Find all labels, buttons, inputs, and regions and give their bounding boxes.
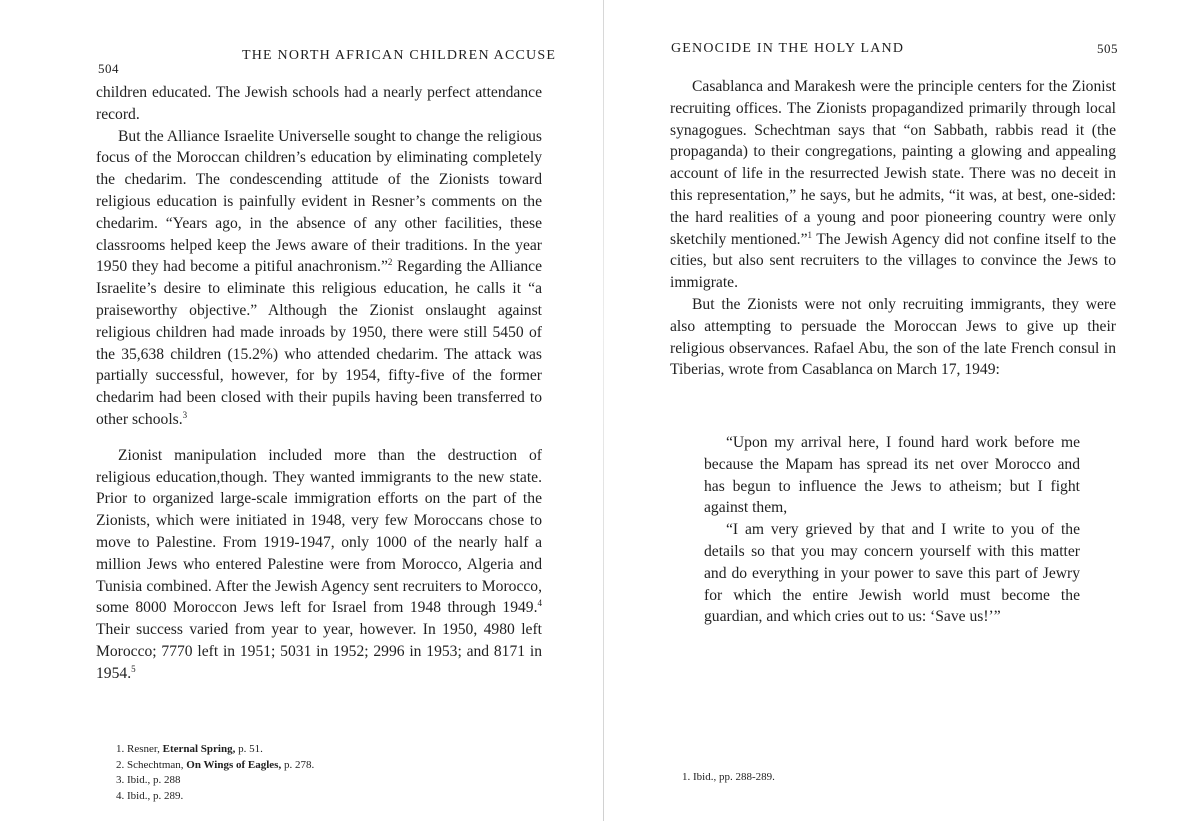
left-page bbox=[0, 0, 598, 821]
paragraph: Zionist manipulation included more than the destruction of religious education,though. They wanted immigrants to the new state. Prior to organized large-scale immigration efforts on the part of the Zionists, which were initiated in 1948, very few Moroccans chose to move to Palestine. From 1919-1947, only 1000 of the nearly half a million Jews who entered Palestine were from Morocco, Algeria and Tunisia combined. After the Jewish Agency sent recruiters to Morocco, some 8000 Moroccon Jews left for Israel from 1948 through 1949.$^4$ Their success varied from year to year, however. In 1950, 4980 left Morocco; 7770 left in 1951; 5031 in 1952; 2996 in 1953; and 8171 in 1954.$^5$ bbox=[96, 446, 542, 682]
footnote: 4. Ibid., p. 289. bbox=[116, 789, 184, 802]
right-page bbox=[612, 0, 1198, 821]
left-body bbox=[96, 82, 542, 685]
page-number: 505 bbox=[1097, 41, 1118, 56]
note-mark: 3 bbox=[182, 409, 188, 420]
right-body bbox=[670, 76, 1116, 381]
footnotes bbox=[682, 770, 982, 786]
note-mark: 2 bbox=[387, 257, 393, 268]
footnotes bbox=[116, 742, 446, 804]
block-quote bbox=[704, 432, 1080, 628]
paragraph: But the Zionists were not only recruiting immigrants, they were also attempting to persuade the Moroccan Jews to give up their religious observances. Rafael Abu, the son of the late French consul in Tiberias, wrote from Casablanca on March 17, 1949: bbox=[670, 295, 1116, 379]
note-mark: 5 bbox=[131, 663, 136, 674]
paragraph: children educated. The Jewish schools had a nearly perfect attendance record. bbox=[96, 84, 542, 123]
paragraph: But the Alliance Israelite Universelle sought to change the religious focus of the Moroccan children’s education by eliminating completely the chedarim. The condescending attitude of the Zionists toward religious education is painfully evident in Resner’s comments on the chedarim. “Years ago, in the absence of any other facilities, these classrooms helped keep the Jews aware of their traditions. In the year 1950 they had become a pitiful anachronism.”$^2$ Regarding the Alliance Israelite’s desire to eliminate this religious education, he calls it “a praiseworthy objective.” Although the Zionist onslaught against religious children had made inroads by 1950, there were still 5450 of the 35,638 children (15.2%) who attended chedarim. The attack was partially successful, however, for by 1954, fifty-five of the former chedarim had been closed with their pupils having been transferred to other schools.$^3$ bbox=[96, 127, 543, 428]
footnote: 1. Ibid., pp. 288-289. bbox=[682, 771, 775, 783]
running-head: THE NORTH AFRICAN CHILDREN ACCUSE bbox=[242, 48, 557, 63]
quote-paragraph: “Upon my arrival here, I found hard work before me because the Mapam has spread its net over Morocco and has begun to influence the Jews to atheism; but I fight against them, bbox=[704, 434, 1080, 517]
footnote: 3. Ibid., p. 288 bbox=[116, 774, 181, 787]
note-mark: 1 bbox=[807, 229, 812, 240]
note-mark: 4 bbox=[537, 598, 542, 609]
quote-paragraph: “I am very grieved by that and I write to you of the details so that you may concern yourself with this matter and do everything in your power to save this part of Jewry for which the entire Jewish world must become the guardian, and which cries out to us: ‘Save us!’” bbox=[704, 521, 1080, 626]
page-number: 504 bbox=[98, 61, 119, 76]
footnote: 2. Schechtman, On Wings of Eagles, p. 278. bbox=[116, 758, 315, 771]
paragraph: Casablanca and Marakesh were the principle centers for the Zionist recruiting offices. The Zionists propagandized primarily through local synagogues. Schechtman says that “on Sabbath, rabbis read it (the propaganda) to their congregations, painting a glowing and appealing account of life in the resurrected Jewish state. There was no deceit in this representation,” he says, but he admits, “it was, at best, one-sided: the hard realities of a young and poor pioneering country were only sketchily mentioned.”$^1$ The Jewish Agency did not confine itself to the cities, but also sent recruiters to the villages to convince the Jews to immigrate. bbox=[670, 78, 1117, 292]
running-head: GENOCIDE IN THE HOLY LAND bbox=[671, 41, 905, 56]
footnote: 1. Resner, Eternal Spring, p. 51. bbox=[116, 743, 263, 755]
page-gutter bbox=[603, 0, 604, 821]
